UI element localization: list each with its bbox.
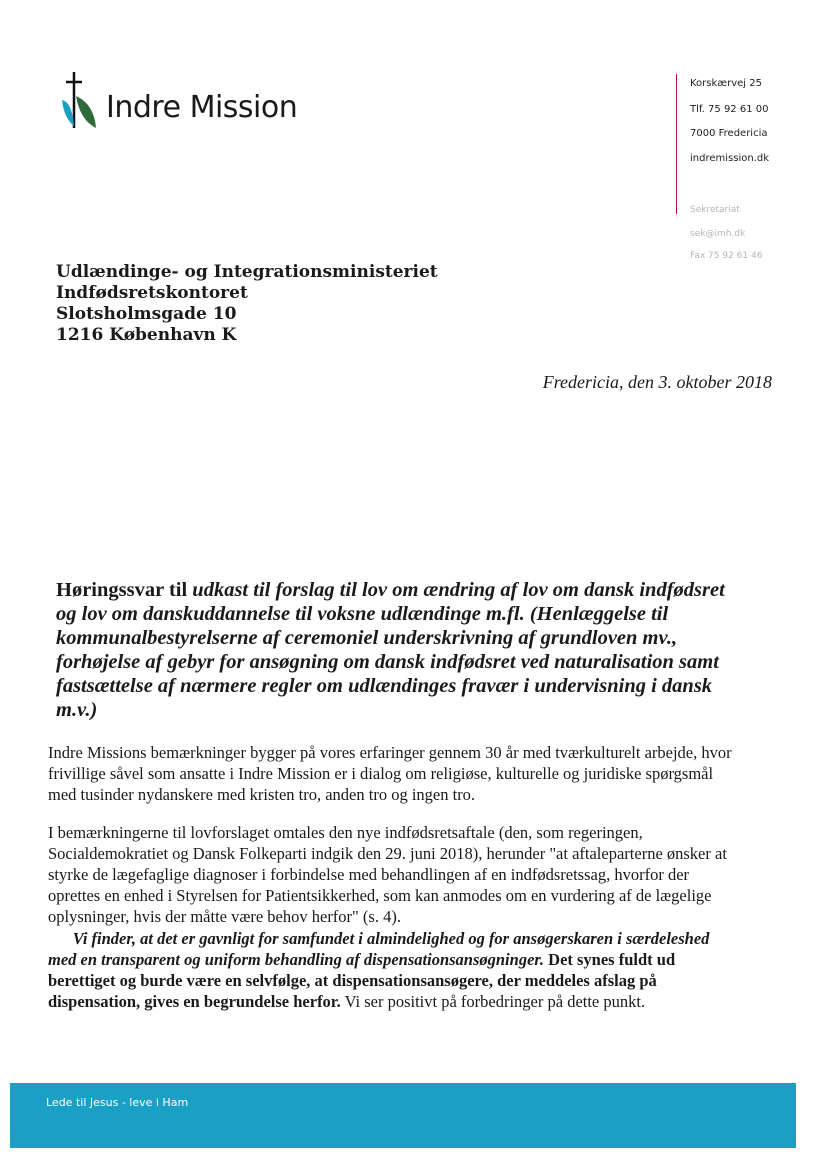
body-paragraph-2: I bemærkningerne til lovforslaget omtales den nye indfødsretsaftale (den, som regeringen, Socialdemokratiet og Dansk Folkeparti indgik den 29. juni 2018), herunder "at aftaleparterne ønsker at styrke de lægefaglige diagnoser i forbindelse med behandlingen af en indfødsretssag, hvorfor der oprettes en enhed i Styrelsen for Patientsikkerhed, som kan anmodes om en vurdering af de lægelige oplysninger, hvis der måtte være behov herfor" (s. 4). xyxy=(48,823,727,926)
contact-email[interactable]: sek@imh.dk xyxy=(690,229,746,239)
footer-band xyxy=(10,1083,796,1148)
recipient-street: Slotsholmsgade 10 xyxy=(56,304,237,324)
logo-wordmark: Indre Mission xyxy=(106,90,298,125)
recipient-city: 1216 København K xyxy=(56,325,237,345)
title-subject: udkast til forslag til lov om ændring af lov om dansk indfødsret og lov om danskuddannelse til voksne udlændinge m.fl. (Henlæggelse til kommunalbestyrelserne af ceremoniel underskrivning af grundloven mv., forhøjelse af gebyr for ansøgning om dansk indfødsret ved naturalisation samt fastsættelse af nærmere regler om udlændinges fravær i undervisning i dansk m.v.) xyxy=(56,579,725,721)
paragraph-3-plain: Vi ser positivt på forbedringer på dette punkt. xyxy=(340,992,646,1011)
body-paragraph-3 xyxy=(48,928,738,1012)
contact-divider xyxy=(676,74,677,214)
recipient-ministry: Udlændinge- og Integrationsministeriet xyxy=(56,262,438,282)
contact-phone: Tlf. 75 92 61 00 xyxy=(690,104,769,115)
recipient-office: Indfødsretskontoret xyxy=(56,283,248,303)
paragraph-3-emphasis: Vi finder, at det er gavnligt for samfundet i almindelighed og for ansøgerskaren i særdeleshed med en transparent og uniform behandling af dispensationsansøgninger. xyxy=(48,929,710,969)
paragraph-3-bold: Det synes fuldt ud berettiget og burde være en selvfølge, at dispensationsansøgere, der meddeles afslag på dispensation, gives en begrundelse herfor. xyxy=(48,950,676,1011)
contact-website[interactable]: indremission.dk xyxy=(690,153,769,164)
body-paragraph-1: Indre Missions bemærkninger bygger på vores erfaringer gennem 30 år med tværkulturelt arbejde, hvor frivillige såvel som ansatte i Indre Mission er i dialog om religiøse, kulturelle og juridiske spørgsmål med tusinder nydanskere med kristen tro, anden tro og ingen tro. xyxy=(48,743,732,804)
contact-department: Sekretariat xyxy=(690,205,740,215)
footer-tagline: Lede til Jesus - leve i Ham xyxy=(46,1096,189,1109)
cross-leaf-icon xyxy=(60,70,104,132)
contact-address: Korskærvej 25 xyxy=(690,78,762,89)
contact-fax: Fax 75 92 61 46 xyxy=(690,251,763,261)
letter-title xyxy=(56,578,746,722)
letter-date: Fredericia, den 3. oktober 2018 xyxy=(542,372,772,392)
contact-city: 7000 Fredericia xyxy=(690,128,768,139)
title-prefix: Høringssvar til xyxy=(56,579,193,601)
recipient-address xyxy=(56,262,438,346)
indre-mission-logo xyxy=(60,70,320,140)
